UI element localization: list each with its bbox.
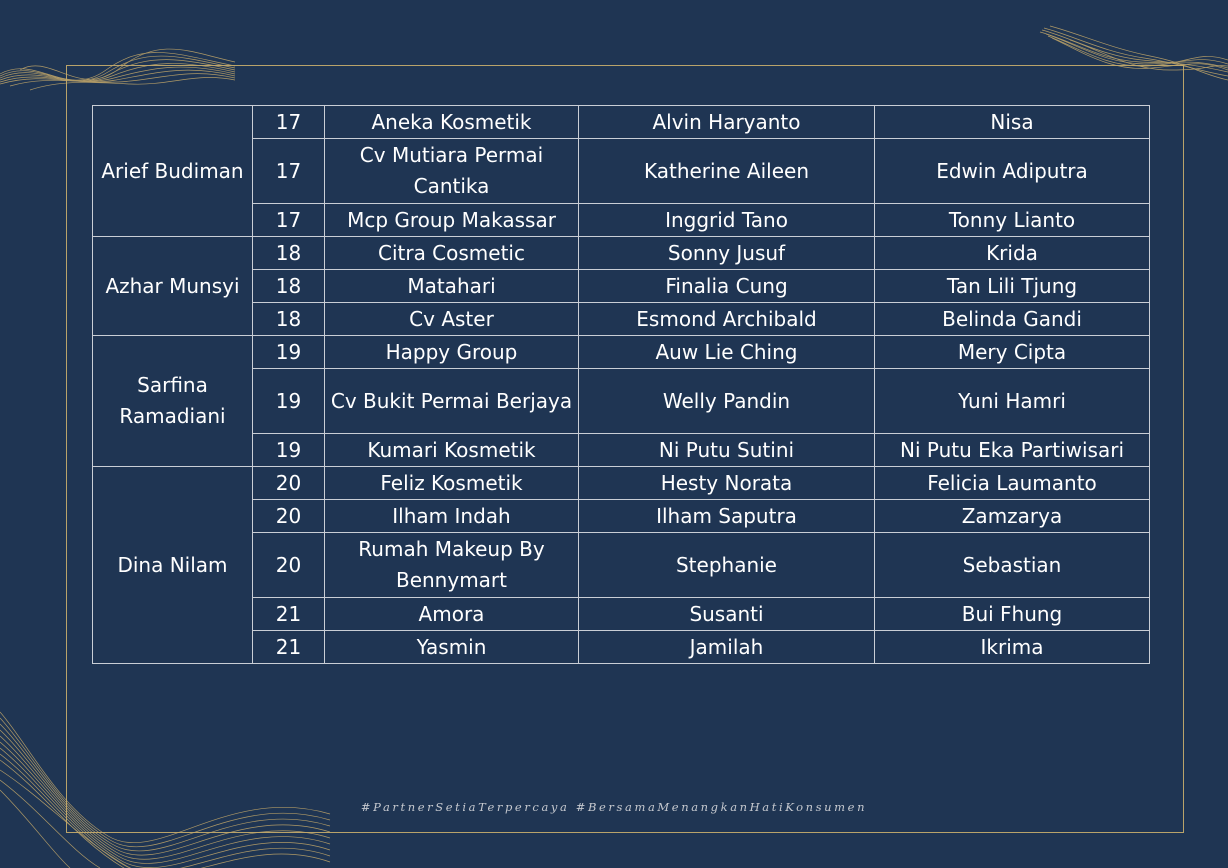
number-cell: 19 bbox=[253, 336, 325, 369]
person-a-cell: Sonny Jusuf bbox=[579, 237, 875, 270]
person-a-cell: Auw Lie Ching bbox=[579, 336, 875, 369]
store-cell: Feliz Kosmetik bbox=[325, 467, 579, 500]
store-cell: Matahari bbox=[325, 270, 579, 303]
store-cell: Cv Aster bbox=[325, 303, 579, 336]
group-name-cell: Azhar Munsyi bbox=[93, 237, 253, 336]
group-name-cell: Arief Budiman bbox=[93, 106, 253, 237]
store-cell: Ilham Indah bbox=[325, 500, 579, 533]
gold-wave-bottom-left-icon bbox=[0, 710, 340, 868]
person-b-cell: Ni Putu Eka Partiwisari bbox=[875, 434, 1150, 467]
person-a-cell: Stephanie bbox=[579, 533, 875, 598]
table-row bbox=[93, 237, 1150, 270]
number-cell: 20 bbox=[253, 467, 325, 500]
store-cell: Amora bbox=[325, 598, 579, 631]
number-cell: 17 bbox=[253, 139, 325, 204]
number-cell: 19 bbox=[253, 369, 325, 434]
person-b-cell: Sebastian bbox=[875, 533, 1150, 598]
person-b-cell: Edwin Adiputra bbox=[875, 139, 1150, 204]
person-a-cell: Finalia Cung bbox=[579, 270, 875, 303]
store-cell: Yasmin bbox=[325, 631, 579, 664]
gold-wave-top-right-icon bbox=[1030, 20, 1228, 90]
store-cell: Cv Bukit Permai Berjaya bbox=[325, 369, 579, 434]
person-b-cell: Belinda Gandi bbox=[875, 303, 1150, 336]
person-b-cell: Mery Cipta bbox=[875, 336, 1150, 369]
person-b-cell: Ikrima bbox=[875, 631, 1150, 664]
person-a-cell: Jamilah bbox=[579, 631, 875, 664]
group-name-cell: Dina Nilam bbox=[93, 467, 253, 664]
person-b-cell: Yuni Hamri bbox=[875, 369, 1150, 434]
number-cell: 20 bbox=[253, 533, 325, 598]
gold-wave-top-left-icon bbox=[0, 40, 240, 110]
person-b-cell: Zamzarya bbox=[875, 500, 1150, 533]
number-cell: 20 bbox=[253, 500, 325, 533]
person-a-cell: Hesty Norata bbox=[579, 467, 875, 500]
number-cell: 18 bbox=[253, 270, 325, 303]
person-b-cell: Tan Lili Tjung bbox=[875, 270, 1150, 303]
number-cell: 19 bbox=[253, 434, 325, 467]
table-row bbox=[93, 106, 1150, 139]
table-row bbox=[93, 467, 1150, 500]
store-cell: Cv Mutiara Permai Cantika bbox=[325, 139, 579, 204]
person-b-cell: Nisa bbox=[875, 106, 1150, 139]
number-cell: 21 bbox=[253, 631, 325, 664]
person-a-cell: Alvin Haryanto bbox=[579, 106, 875, 139]
number-cell: 17 bbox=[253, 204, 325, 237]
roster-table bbox=[92, 105, 1150, 664]
store-cell: Rumah Makeup By Bennymart bbox=[325, 533, 579, 598]
person-b-cell: Krida bbox=[875, 237, 1150, 270]
person-b-cell: Tonny Lianto bbox=[875, 204, 1150, 237]
footer-hashtags: #PartnerSetiaTerpercaya #BersamaMenangkanHatiKonsumen bbox=[360, 800, 868, 814]
person-a-cell: Welly Pandin bbox=[579, 369, 875, 434]
number-cell: 21 bbox=[253, 598, 325, 631]
table-row bbox=[93, 336, 1150, 369]
number-cell: 18 bbox=[253, 303, 325, 336]
store-cell: Mcp Group Makassar bbox=[325, 204, 579, 237]
person-a-cell: Esmond Archibald bbox=[579, 303, 875, 336]
number-cell: 17 bbox=[253, 106, 325, 139]
store-cell: Happy Group bbox=[325, 336, 579, 369]
person-a-cell: Susanti bbox=[579, 598, 875, 631]
store-cell: Kumari Kosmetik bbox=[325, 434, 579, 467]
store-cell: Citra Cosmetic bbox=[325, 237, 579, 270]
person-b-cell: Felicia Laumanto bbox=[875, 467, 1150, 500]
number-cell: 18 bbox=[253, 237, 325, 270]
person-b-cell: Bui Fhung bbox=[875, 598, 1150, 631]
person-a-cell: Katherine Aileen bbox=[579, 139, 875, 204]
person-a-cell: Ni Putu Sutini bbox=[579, 434, 875, 467]
person-a-cell: Inggrid Tano bbox=[579, 204, 875, 237]
store-cell: Aneka Kosmetik bbox=[325, 106, 579, 139]
person-a-cell: Ilham Saputra bbox=[579, 500, 875, 533]
group-name-cell: Sarfina Ramadiani bbox=[93, 336, 253, 467]
